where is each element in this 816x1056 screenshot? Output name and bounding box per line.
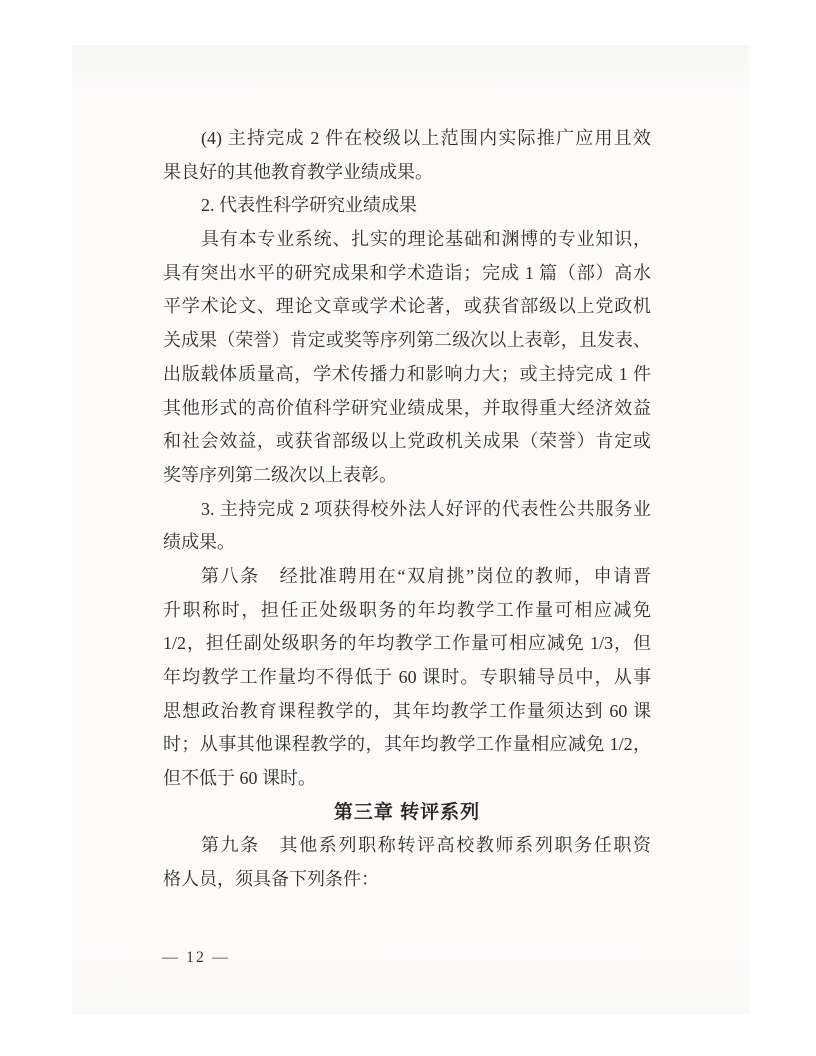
text-line: 升职称时，担任正处级职务的年均教学工作量可相应减免 (163, 599, 651, 620)
text-line: 思想政治教育课程教学的，其年均教学工作量须达到 60 课 (163, 700, 651, 721)
text-line: 平学术论文、理论文章或学术论著，或获省部级以上党政机 (163, 296, 651, 317)
text-line: (4) 主持完成 2 件在校级以上范围内实际推广应用且效 (201, 128, 651, 148)
text-line: 绩成果。 (163, 532, 235, 553)
text-line: 2. 代表性科学研究业绩成果 (201, 195, 417, 216)
text-line: 第九条 其他系列职称转评高校教师系列职务任职资 (201, 835, 651, 856)
document-lines (163, 122, 651, 897)
text-line: 1/2，担任副处级职务的年均教学工作量可相应减免 1/3，但 (163, 633, 651, 654)
text-line: 3. 主持完成 2 项获得校外法人好评的代表性公共服务业 (201, 498, 651, 519)
text-line: 奖等序列第二级次以上表彰。 (163, 464, 397, 485)
page-number: — 12 — (162, 949, 230, 966)
text-line: 关成果（荣誉）肯定或奖等序列第二级次以上表彰，且发表、 (163, 330, 651, 351)
text-line: 时；从事其他课程教学的，其年均教学工作量相应减免 1/2， (163, 734, 651, 755)
text-line: 其他形式的高价值科学研究业绩成果，并取得重大经济效益 (163, 397, 651, 418)
text-line: 具有突出水平的研究成果和学术造诣；完成 1 篇（部）高水 (163, 262, 651, 283)
text-line: 年均教学工作量均不得低于 60 课时。专职辅导员中，从事 (163, 667, 651, 687)
text-line: 具有本专业系统、扎实的理论基础和渊博的专业知识， (201, 229, 651, 250)
text-line: 格人员，须具备下列条件： (163, 869, 379, 890)
chapter-heading: 第三章 转评系列 (333, 801, 481, 823)
text-line: 出版载体质量高，学术传播力和影响力大；或主持完成 1 件 (163, 363, 651, 384)
text-line: 第八条 经批准聘用在“双肩挑”岗位的教师，申请晋 (201, 565, 651, 586)
text-line: 但不低于 60 课时。 (163, 768, 316, 789)
paper-sheet (72, 45, 749, 1014)
text-line: 和社会效益，或获省部级以上党政机关成果（荣誉）肯定或 (163, 431, 651, 452)
text-line: 果良好的其他教育教学业绩成果。 (163, 161, 433, 182)
